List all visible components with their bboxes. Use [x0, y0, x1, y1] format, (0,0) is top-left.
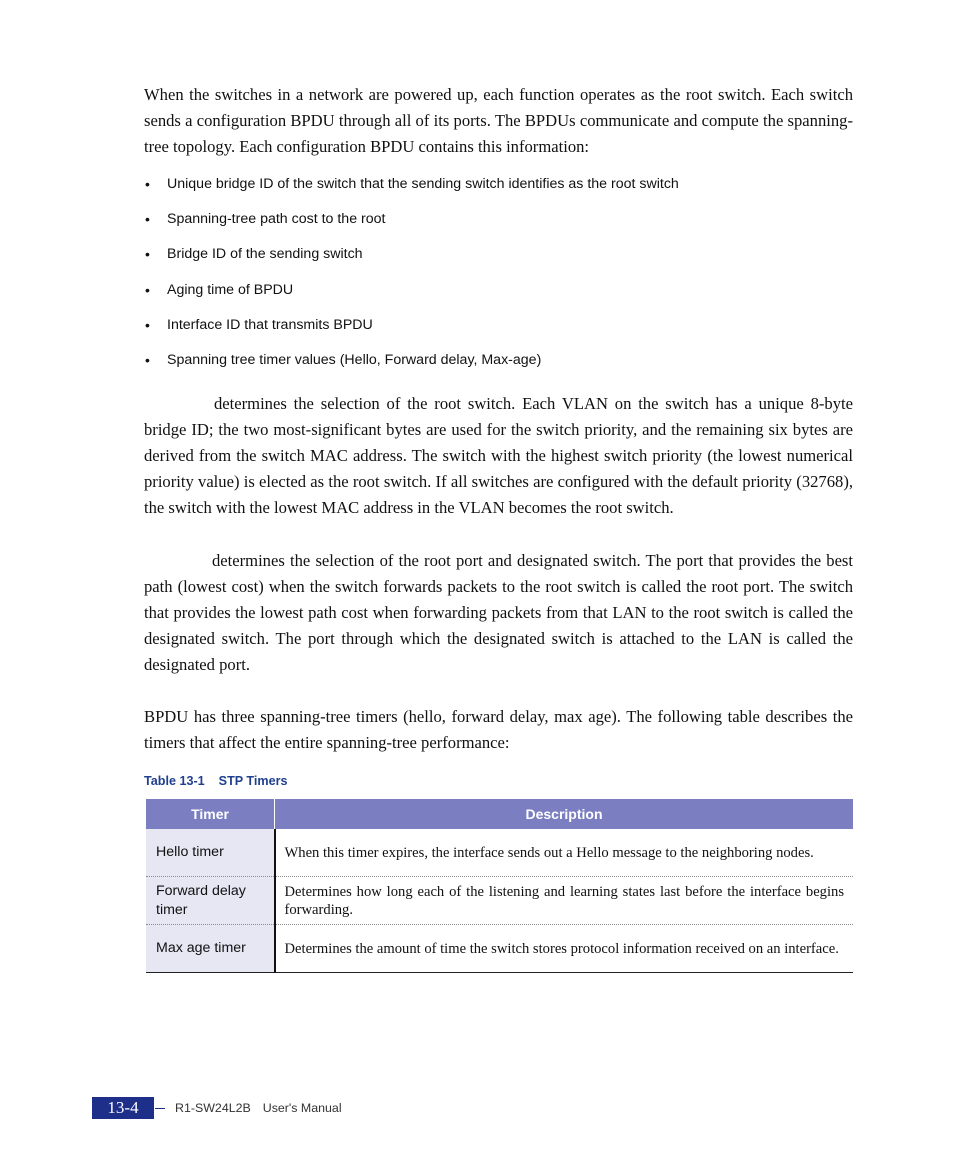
bullet-icon: • — [145, 316, 150, 333]
column-header-timer: Timer — [146, 799, 275, 829]
bullet-icon: • — [145, 176, 150, 192]
path-cost-paragraph: determines the selection of the root port and designated switch. The port that provides the best path (lowest cost) when the switch forwards packets to the root switch is called the root port. The switch that provides the lowest path cost when forwarding packets from that LAN to the root switch is called the designated switch. The port through which the designated switch is attached to the LAN is called the designated port. — [144, 551, 853, 675]
table-row — [146, 829, 853, 877]
stp-timers-table — [146, 799, 853, 973]
timer-description-cell: Determines how long each of the listening and learning states last before the interface begins forwarding. — [275, 877, 854, 925]
list-item: • Bridge ID of the sending switch — [145, 246, 363, 263]
timer-name-cell: Max age timer — [146, 925, 275, 973]
page-content — [144, 82, 853, 973]
list-item: • Spanning-tree path cost to the root — [145, 211, 386, 228]
bullet-icon: • — [145, 351, 150, 368]
page-footer — [92, 1097, 342, 1119]
table-caption — [144, 774, 853, 788]
bpdu-info-list — [144, 174, 853, 370]
table-row — [146, 877, 853, 925]
table-caption-title: STP Timers — [218, 774, 288, 789]
bullet-icon: • — [145, 281, 150, 298]
timer-description-cell: When this timer expires, the interface sends out a Hello message to the neighboring nodes. — [275, 829, 854, 877]
page-number: 13-4 — [92, 1097, 154, 1119]
list-item: • Unique bridge ID of the switch that the sending switch identifies as the root switch — [145, 176, 679, 192]
footer-doc-title: R1-SW24L2B User's Manual — [175, 1101, 342, 1115]
timer-description-cell: Determines the amount of time the switch stores protocol information received on an interface. — [275, 925, 854, 973]
timers-paragraph: BPDU has three spanning-tree timers (hello, forward delay, max age). The following table describes the timers that affect the entire spanning-tree performance: — [144, 707, 853, 753]
intro-paragraph: When the switches in a network are powered up, each function operates as the root switch. Each switch sends a configuration BPDU through all of its ports. The BPDUs communicate and compute the spanning-tree topology. Each configuration BPDU contains this information: — [144, 85, 853, 156]
timer-name-cell: Forward delay timer — [146, 877, 275, 925]
list-item: • Interface ID that transmits BPDU — [145, 316, 373, 333]
timer-name-cell: Hello timer — [146, 829, 275, 877]
list-item: • Spanning tree timer values (Hello, Forward delay, Max-age) — [145, 351, 542, 368]
bullet-icon: • — [145, 246, 150, 263]
table-row — [146, 925, 853, 973]
table-header-row — [146, 799, 853, 829]
column-header-description: Description — [275, 799, 854, 829]
bridge-id-paragraph: determines the selection of the root switch. Each VLAN on the switch has a unique 8-byte bridge ID; the two most-significant bytes are used for the switch priority, and the remaining six bytes are derived from the switch MAC address. The switch with the highest switch priority (the lowest numerical priority value) is elected as the root switch. If all switches are configured with the default priority (32768), the switch with the lowest MAC address in the VLAN becomes the root switch. — [144, 394, 853, 518]
bullet-icon: • — [145, 211, 150, 228]
table-caption-label: Table 13-1 — [144, 774, 205, 789]
footer-divider — [155, 1108, 165, 1109]
list-item: • Aging time of BPDU — [145, 281, 294, 298]
